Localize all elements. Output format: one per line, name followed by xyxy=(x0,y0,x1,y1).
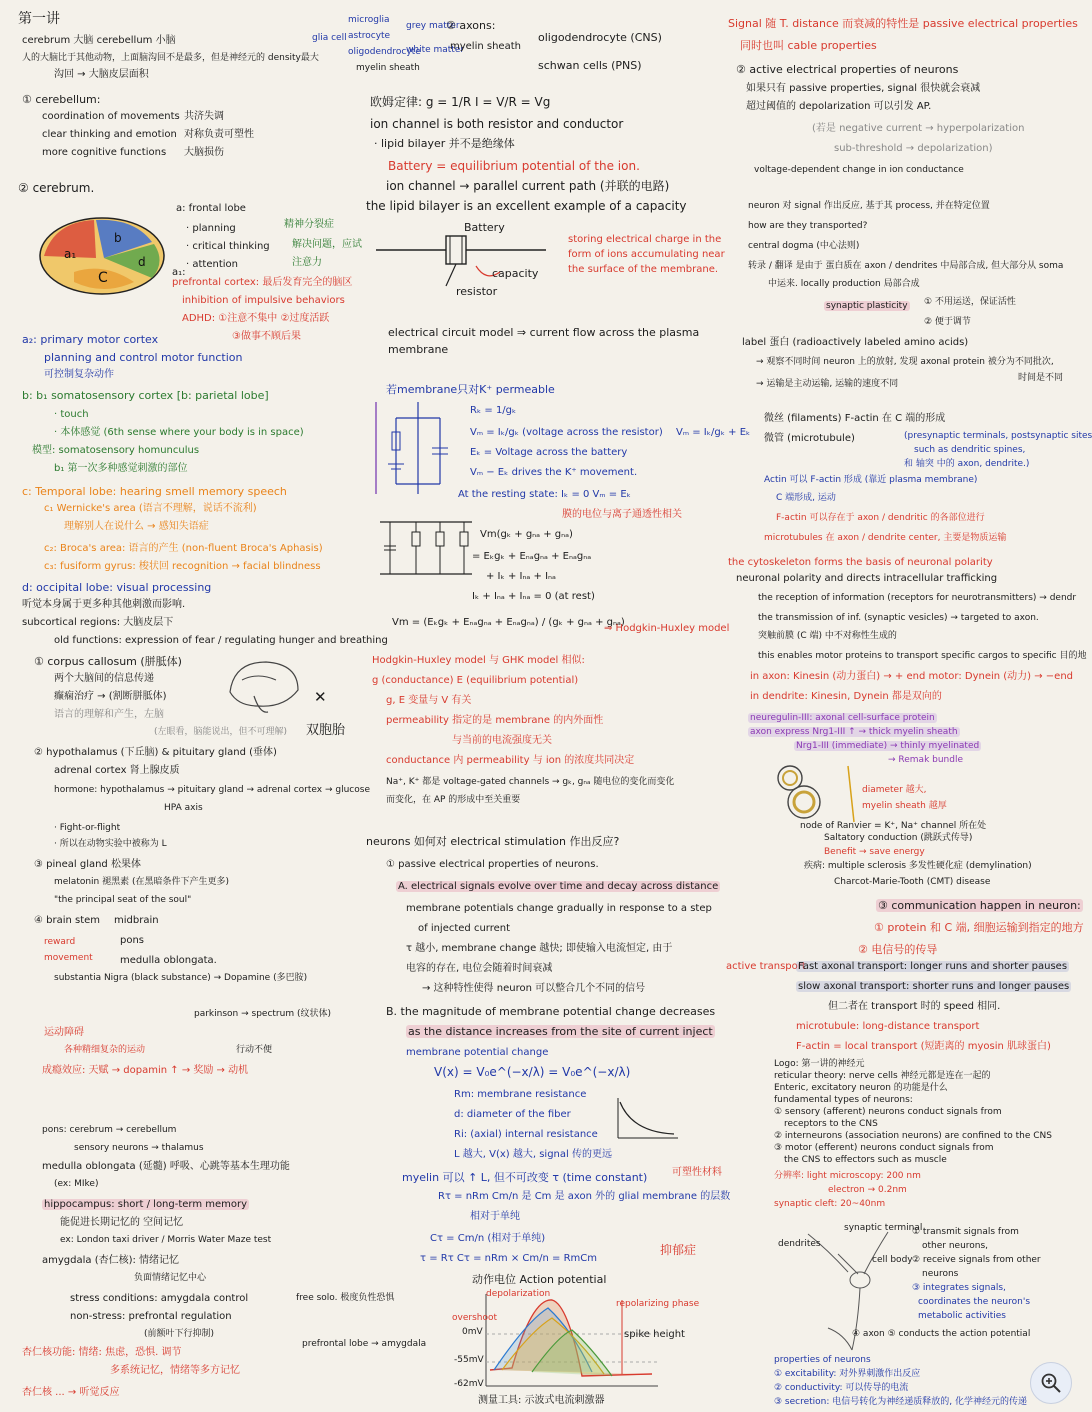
note-line: a: frontal lobe xyxy=(176,203,246,214)
note-line: c₂: Broca's area: 语言的产生 (non-fluent Broca's Aphasis) xyxy=(44,543,323,554)
note-line: synaptic cleft: 20~40nm xyxy=(774,1199,886,1209)
axis-label: 0mV xyxy=(462,1327,483,1337)
note-line: τ = Rτ Cτ = nRm × Cm/n = RmCm xyxy=(420,1253,597,1264)
note-line: midbrain xyxy=(114,915,159,926)
page-title: Signal 随 T. distance 而衰减的特性是 passive electrical properties xyxy=(728,17,1078,30)
note-line: axon express Nrg1-III ↑ → thick myelin sheath xyxy=(750,727,958,737)
note-line: dendrites xyxy=(778,1239,821,1249)
note-line: ④ brain stem xyxy=(34,915,101,926)
note-line: the reception of information (receptors for neurotransmitters) → dendr xyxy=(758,593,1077,603)
note-line: 杏仁核 ... → 听觉反应 xyxy=(22,1387,120,1398)
note-line: 若membrane只对K⁺ permeable xyxy=(386,383,555,396)
note-line: a₁: xyxy=(172,267,186,278)
note-line: microglia xyxy=(348,15,390,25)
note-line: planning and control motor function xyxy=(44,351,243,364)
note-line: coordination of movements xyxy=(42,111,180,122)
note-line: neuronal polarity and directs intracellular trafficking xyxy=(736,573,998,584)
note-line: electrical circuit model ⇒ current flow across the plasma membrane xyxy=(388,326,700,357)
note-line: old functions: expression of fear / regulating hunger and breathing xyxy=(54,635,388,646)
note-line: fundamental types of neurons: xyxy=(774,1095,913,1105)
note-line: Iₖ + Iₙₐ + Iₙₐ = 0 (at rest) xyxy=(472,591,595,602)
note-line: free solo. 极度负性恐惧 xyxy=(296,1293,395,1303)
note-line: oligodendrocyte (CNS) xyxy=(538,31,662,44)
note-line: Vₘ − Eₖ drives the K⁺ movement. xyxy=(470,467,638,478)
note-line: 可控制复杂动作 xyxy=(44,369,114,380)
note-line: oligodendrocyte xyxy=(348,47,421,57)
note-line: central dogma (中心法则) xyxy=(748,241,860,251)
note-line: metabolic activities xyxy=(918,1311,1006,1321)
note-line: 沟回 → 大脑皮层面积 xyxy=(54,69,149,80)
note-line: 动作电位 Action potential xyxy=(472,1273,607,1286)
note-line: a₂: primary motor cortex xyxy=(22,333,159,346)
note-line: Battery = equilibrium potential of the ion. xyxy=(388,159,640,173)
note-line: 分辨率: light microscopy: 200 nm xyxy=(774,1171,921,1181)
note-line: · planning xyxy=(186,223,236,234)
note-line: other neurons, xyxy=(922,1241,989,1251)
note-line: conductance 内 permeability 与 ion 的浓度共同决定 xyxy=(386,755,635,766)
note-line: 对称负责可塑性 xyxy=(184,129,254,140)
note-line: slow axonal transport: shorter runs and longer pauses xyxy=(798,981,1070,992)
note-line: ② interneurons (association neurons) are confined to the CNS xyxy=(774,1131,1052,1141)
note-line: ① corpus callosum (胼胝体) xyxy=(34,655,182,668)
svg-text:b: b xyxy=(114,231,122,245)
note-line: cerebrum 大脑 cerebellum 小脑 xyxy=(22,35,176,46)
note-line: 欧姆定律: g = 1/R I = V/R = Vg xyxy=(370,95,551,109)
note-line: Fast axonal transport: longer runs and shorter pauses xyxy=(798,961,1068,972)
note-line: hippocampus: short / long-term memory xyxy=(44,1199,248,1210)
note-line: → Remak bundle xyxy=(888,755,964,765)
note-line: myelin sheath xyxy=(450,41,521,52)
note-line: g, E 变量与 V 有关 xyxy=(386,695,472,706)
note-line: 和 轴突 中的 axon, dendrite.) xyxy=(904,459,1030,469)
note-line: Vₘ = Iₖ/gₖ (voltage across the resistor) xyxy=(470,427,663,438)
note-line: Na⁺, K⁺ 都是 voltage-gated channels → gₖ, gₙₐ 随电位的变化而变化 xyxy=(386,777,675,787)
note-line: this enables motor proteins to transport specific cargos to specific 目的地 xyxy=(758,651,1087,661)
note-line: membrane potential change xyxy=(406,1047,549,1058)
equation: V(x) = V₀e^(−x/λ) = V₀e^(−x/λ) xyxy=(434,1065,631,1079)
note-line: ADHD: ①注意不集中 ②过度活跃 xyxy=(182,313,330,324)
note-line: 听觉本身属于更多种其他刺激而影响. xyxy=(22,599,186,610)
note-line: 癫痫治疗 → (割断胼胝体) xyxy=(54,691,167,702)
note-line: → 运输是主动运输, 运输的速度不同 xyxy=(756,379,899,389)
note-line: · Fight-or-flight xyxy=(54,823,121,833)
note-line: 可塑性材料 xyxy=(672,1167,722,1178)
note-line: 而变化，在 AP 的形成中至关重要 xyxy=(386,795,521,805)
note-line: amygdala (杏仁核): 情绪记忆 xyxy=(42,1255,180,1266)
note-line: 负面情绪记忆中心 xyxy=(134,1273,207,1283)
note-line: 双胞胎 xyxy=(306,723,346,738)
note-line: Nrg1-III (immediate) → thinly myelinated xyxy=(796,741,980,751)
note-line: ⇒ Hodgkin-Huxley model xyxy=(604,623,730,634)
note-line: (若是 negative current → hyperpolarization xyxy=(812,123,1025,134)
note-line: Rm: membrane resistance xyxy=(454,1089,587,1100)
section-heading: ② active electrical properties of neurons xyxy=(736,63,959,76)
note-line: 同时也叫 cable properties xyxy=(740,39,877,52)
note-line: schwan cells (PNS) xyxy=(538,59,642,72)
note-line: clear thinking and emotion xyxy=(42,129,177,140)
note-line: + Iₖ + Iₙₐ + Iₙₐ xyxy=(486,571,556,582)
axis-label: -55mV xyxy=(454,1355,484,1365)
note-line: F-actin = local transport (短距离的 myosin 肌球蛋白) xyxy=(796,1041,1051,1052)
note-line: ① passive electrical properties of neurons. xyxy=(386,859,599,870)
note-line: (ex: MIke) xyxy=(54,1179,99,1189)
note-line: · critical thinking xyxy=(186,241,270,252)
note-line: Vₘ = Iₖ/gₖ + Eₖ xyxy=(676,427,751,438)
note-line: Saltatory conduction (跳跃式传导) xyxy=(824,833,973,843)
note-line: grey matter xyxy=(406,21,460,31)
note-line: spike height xyxy=(624,1329,685,1340)
note-line: microtubules 在 axon / dendrite center, 主要是物质运输 xyxy=(764,533,1007,543)
note-line: τ 越小, membrane change 越快; 即使输入电流恒定, 由于 xyxy=(406,943,673,954)
note-line: active transport xyxy=(726,961,806,972)
note-line: pons xyxy=(120,935,145,946)
note-line: ③ motor (efferent) neurons conduct signals from xyxy=(774,1143,994,1153)
note-line: ion channel is both resistor and conductor xyxy=(370,117,624,131)
note-line: Hodgkin-Huxley model 与 GHK model 相似: xyxy=(372,655,585,666)
note-line: 理解别人在说什么 → 感知失语症 xyxy=(64,521,209,532)
note-line: microtubule: long-distance transport xyxy=(796,1021,980,1032)
zoom-in-button[interactable] xyxy=(1030,1362,1072,1404)
note-line: 杏仁核功能: 情绪: 焦虑，恐惧. 调节 xyxy=(22,1347,182,1358)
note-line: coordinates the neuron's xyxy=(918,1297,1031,1307)
note-line: hormone: hypothalamus → pituitary gland → adrenal cortex → glucose xyxy=(54,785,370,795)
note-line: 精神分裂症 xyxy=(284,219,334,230)
note-line: F-actin 可以存在于 axon / dendritic 的各部位进行 xyxy=(776,513,985,523)
svg-text:C: C xyxy=(98,270,108,286)
note-line: ② conductivity: 可以传导的电流 xyxy=(774,1383,909,1393)
note-line: properties of neurons xyxy=(774,1355,871,1365)
note-line: 注意力 xyxy=(292,257,322,268)
note-line: Charcot-Marie-Tooth (CMT) disease xyxy=(834,877,991,887)
note-line: medulla oblongata (延髓) 呼吸、心跳等基本生理功能 xyxy=(42,1161,290,1172)
note-line: ③ pineal gland 松果体 xyxy=(34,859,141,870)
note-line: how are they transported? xyxy=(748,221,868,231)
note-line: white matter xyxy=(406,45,465,55)
note-line: stress conditions: amygdala control xyxy=(70,1293,249,1304)
note-line: ② axons: xyxy=(446,19,496,32)
note-line: 两个大脑间的信息传递 xyxy=(54,673,154,684)
note-line: capacity xyxy=(492,267,539,280)
note-line: in dendrite: Kinesin, Dynein 都是双向的 xyxy=(750,691,942,702)
note-line: 但二者在 transport 时的 speed 相同. xyxy=(828,1001,1001,1012)
note-line: · touch xyxy=(54,409,89,420)
note-line: neurons xyxy=(922,1269,959,1279)
note-line: neuregulin-III: axonal cell-surface protein xyxy=(750,713,935,723)
note-line: more cognitive functions xyxy=(42,147,167,158)
svg-text:a₁: a₁ xyxy=(64,247,77,261)
note-line: the CNS to effectors such as muscle xyxy=(784,1155,947,1165)
note-line: ① sensory (afferent) neurons conduct signals from xyxy=(774,1107,1002,1117)
note-line: ② 便于调节 xyxy=(924,317,971,327)
note-line: Logo: 第一讲的神经元 xyxy=(774,1059,865,1069)
note-line: b: b₁ somatosensory cortex [b: parietal lobe] xyxy=(22,389,269,402)
note-line: of injected current xyxy=(418,923,511,934)
note-line: in axon: Kinesin (动力蛋白) → + end motor: Dynein (动力) → −end xyxy=(750,671,1074,682)
note-line: ③ secretion: 电信号转化为神经递质释放的, 化学神经元的传递 xyxy=(774,1397,1027,1407)
note-line: 超过阈值的 depolarization 可以引发 AP. xyxy=(746,101,932,112)
note-line: b₁ 第一次多种感觉刺激的部位 xyxy=(54,463,188,474)
note-line: HPA axis xyxy=(164,803,203,813)
section-heading: ③ communication happen in neuron: xyxy=(878,899,1081,912)
note-line: ① excitability: 对外界刺激作出反应 xyxy=(774,1369,921,1379)
note-line: Rτ = nRm Cm/n 是 Cm 是 axon 外的 glial membrane 的层数 xyxy=(438,1191,731,1202)
note-line: · 本体感觉 (6th sense where your body is in space) xyxy=(54,427,304,438)
note-line: overshoot xyxy=(452,1313,498,1323)
note-line: · 所以在动物实验中被称为 L xyxy=(54,839,167,849)
note-line: 能促进长期记忆的 空间记忆 xyxy=(60,1217,184,1228)
note-line: electron → 0.2nm xyxy=(828,1185,907,1195)
note-line: 成瘾效应: 天赋 → dopamin ↑ → 奖励 → 动机 xyxy=(42,1065,249,1076)
note-line: 微丝 (filaments) F-actin 在 C 端的形成 xyxy=(764,413,946,424)
note-line: myelin 可以 ↑ L, 但不可改变 τ (time constant) xyxy=(402,1171,648,1184)
myelin-cross-section-sketch xyxy=(768,762,858,822)
note-line: = Eₖgₖ + Eₙₐgₙₐ + Eₙₐgₙₐ xyxy=(472,551,592,562)
note-line: 测量工具: 示波式电流刺激器 xyxy=(478,1395,605,1406)
svg-text:d: d xyxy=(138,255,146,269)
note-line: node of Ranvier = K⁺, Na⁺ channel 所在处 xyxy=(800,821,987,831)
k-circuit-diagram xyxy=(372,398,462,502)
note-line: 行动不便 xyxy=(236,1045,273,1055)
magnifier-plus-icon xyxy=(1040,1372,1062,1394)
note-line: membrane potentials change gradually in response to a step xyxy=(406,903,712,914)
note-line: A. electrical signals evolve over time and decay across distance xyxy=(398,881,719,892)
note-line: synaptic terminal xyxy=(844,1223,923,1233)
note-line: ① protein 和 C 端, 细胞运输到指定的地方 xyxy=(874,921,1084,934)
note-line: Eₖ = Voltage across the battery xyxy=(470,447,628,458)
note-line: Vm = (Eₖgₖ + Eₙₐgₙₐ + Eₙₐgₙₐ) / (gₖ + gₙₐ + gₙₐ) xyxy=(392,617,625,628)
note-line: medulla oblongata. xyxy=(120,955,217,966)
note-line: inhibition of impulsive behaviors xyxy=(182,295,345,306)
note-line: d: occipital lobe: visual processing xyxy=(22,581,212,594)
note-line: Enteric, excitatory neuron 的功能是什么 xyxy=(774,1083,948,1093)
note-line: Ri: (axial) internal resistance xyxy=(454,1129,598,1140)
note-line: movement xyxy=(44,953,93,963)
note-line: 与当前的电流强度无关 xyxy=(452,735,552,746)
parallel-channels-diagram xyxy=(376,512,476,582)
note-line: 语言的理解和产生，左脑 xyxy=(54,709,164,720)
note-line: ② 电信号的传导 xyxy=(858,943,938,956)
note-line: parkinson → spectrum (纹状体) xyxy=(194,1009,331,1019)
note-line: the transmission of inf. (synaptic vesicles) → targeted to axon. xyxy=(758,613,1039,623)
note-line: synaptic plasticity xyxy=(826,301,908,311)
note-line: resistor xyxy=(456,285,498,298)
note-line: melatonin 褪黑素 (在黑暗条件下产生更多) xyxy=(54,877,230,887)
note-line: → 这种特性使得 neuron 可以整合几个不同的信号 xyxy=(422,983,646,994)
note-line: · lipid bilayer 并不是绝缘体 xyxy=(374,137,515,150)
note-line: Rₖ = 1/gₖ xyxy=(470,405,517,416)
brain-sketch xyxy=(224,656,304,716)
note-line: ① 不用运送，保证活性 xyxy=(924,297,1016,307)
note-line: C 端形成, 运动 xyxy=(776,493,836,503)
note-line: substantia Nigra (black substance) → Dopamine (多巴胺) xyxy=(54,973,308,983)
note-line: pons: cerebrum → cerebellum xyxy=(42,1125,177,1135)
page-title: 第一讲 xyxy=(18,11,60,27)
note-line: voltage-dependent change in ion conductance xyxy=(754,165,964,175)
note-line: c₃: fusiform gyrus: 梭状回 recognition → facial blindness xyxy=(44,561,321,572)
note-line: 时间是不同 xyxy=(1018,373,1064,383)
axis-label: -62mV xyxy=(454,1379,484,1389)
note-line: 运动障碍 xyxy=(44,1027,84,1038)
note-line: ① transmit signals from xyxy=(912,1227,1019,1237)
note-line: 共济失调 xyxy=(184,111,224,122)
note-line: sensory neurons → thalamus xyxy=(74,1143,204,1153)
note-line: non-stress: prefrontal regulation xyxy=(70,1311,232,1322)
note-line: ex: London taxi driver / Morris Water Maze test xyxy=(60,1235,272,1245)
note-line: myelin sheath xyxy=(356,63,420,73)
note-line: d: diameter of the fiber xyxy=(454,1109,571,1120)
note-line: neuron 对 signal 作出反应, 基于其 process, 并在特定位置 xyxy=(748,201,990,211)
note-line: L 越大, V(x) 越大, signal 传的更远 xyxy=(454,1149,612,1160)
note-line: depolarization xyxy=(486,1289,551,1299)
note-line: diameter 越大, xyxy=(862,785,927,795)
note-line: B. the magnitude of membrane potential change decreases xyxy=(386,1005,716,1018)
note-line: ③ integrates signals, xyxy=(912,1283,1006,1293)
note-line: 多系统记忆，情绪等多方记忆 xyxy=(110,1365,240,1376)
brain-lobes-drawing xyxy=(34,212,174,302)
note-line: 抑郁症 xyxy=(660,1243,697,1257)
cross-mark: ✕ xyxy=(314,688,327,706)
right-column xyxy=(728,0,1092,1412)
note-line: repolarizing phase xyxy=(616,1299,700,1309)
note-line: 膜的电位与离子通透性相关 xyxy=(562,509,682,520)
note-line: ion channel → parallel current path (并联的电路) xyxy=(386,179,670,193)
note-line: 电容的存在, 电位会随着时间衰减 xyxy=(406,963,553,974)
note-line: permeability 指定的是 membrane 的内外面性 xyxy=(386,715,604,726)
note-line: Cτ = Cm/n (相对于单纯) xyxy=(430,1233,546,1244)
note-line: reticular theory: nerve cells 神经元都是连在一起的 xyxy=(774,1071,991,1081)
note-line: (前额叶下行抑制) xyxy=(144,1329,215,1339)
note-line: Actin 可以 F-actin 形成 (靠近 plasma membrane) xyxy=(764,475,978,485)
note-line: Benefit → save energy xyxy=(824,847,925,857)
note-line: ② receive signals from other xyxy=(912,1255,1041,1265)
note-line: glia cell xyxy=(312,33,347,43)
note-line: 大脑损伤 xyxy=(184,147,224,158)
note-line: storing electrical charge in the form of ions accumulating near the surface of the membrane. xyxy=(568,234,725,275)
section-heading: neurons 如何对 electrical stimulation 作出反应? xyxy=(366,835,620,848)
note-line: adrenal cortex 肾上腺皮质 xyxy=(54,765,180,776)
note-line: g (conductance) E (equilibrium potential) xyxy=(372,675,579,686)
note-line: 微管 (microtubule) xyxy=(764,433,855,444)
note-line: 解决问题，应试 xyxy=(292,239,362,250)
section-heading: ① cerebellum: xyxy=(22,93,101,106)
note-line: subcortical regions: 大脑皮层下 xyxy=(22,617,174,628)
note-line: c₁ Wernicke's area (语言不理解，说话不流利) xyxy=(44,503,257,514)
note-line: 疾病: multiple sclerosis 多发性硬化症 (demylination) xyxy=(804,861,1032,871)
note-line: astrocyte xyxy=(348,31,391,41)
note-line: (左眼看，脑能说出，但不可理解) xyxy=(154,727,288,737)
note-line: 相对于单纯 xyxy=(470,1211,520,1222)
note-line: ④ axon ⑤ conducts the action potential xyxy=(852,1329,1031,1339)
note-line: the lipid bilayer is an excellent example of a capacity xyxy=(366,199,687,213)
decay-curve-plot xyxy=(612,1094,682,1144)
note-line: c: Temporal lobe: hearing smell memory speech xyxy=(22,485,287,498)
note-line: prefrontal cortex: 最后发育完全的脑区 xyxy=(172,277,353,288)
note-line: · attention xyxy=(186,259,238,270)
note-line: the cytoskeleton forms the basis of neuronal polarity xyxy=(728,557,993,568)
note-line: Battery xyxy=(464,221,505,234)
note-line: Vm(gₖ + gₙₐ + gₙₐ) xyxy=(480,529,573,540)
note-line: 如果只有 passive properties, signal 很快就会衰减 xyxy=(746,83,981,94)
note-line: prefrontal lobe → amygdala xyxy=(302,1339,427,1349)
note-line: ② hypothalamus (下丘脑) & pituitary gland (垂体) xyxy=(34,747,277,758)
note-line: (presynaptic terminals, postsynaptic sites xyxy=(904,431,1092,441)
note-line: "the principal seat of the soul" xyxy=(54,895,192,905)
note-line: label 蛋白 (radioactively labeled amino acids) xyxy=(742,337,969,348)
note-line: sub-threshold → depolarization) xyxy=(834,143,993,154)
note-line: cell body xyxy=(872,1255,913,1265)
note-line: ③做事不顾后果 xyxy=(232,331,301,342)
note-line: myelin sheath 越厚 xyxy=(862,801,947,811)
note-line: such as dendritic spines, xyxy=(914,445,1026,455)
note-line: as the distance increases from the site of current inject xyxy=(408,1025,713,1038)
note-line: → 观察不同时间 neuron 上的放射, 发现 axonal protein 被分为不同批次, xyxy=(756,357,1054,367)
note-line: 模型: somatosensory homunculus xyxy=(32,445,200,456)
section-heading: ② cerebrum. xyxy=(18,181,95,195)
note-line: 突触前膜 (C 端) 中不对称性生成的 xyxy=(758,631,897,641)
note-line: reward xyxy=(44,937,76,947)
note-line: 转录 / 翻译 是由于 蛋白质在 axon / dendrites 中局部合成, 但大部分从 soma xyxy=(748,261,1064,271)
note-line: 中运来. locally production 局部合成 xyxy=(768,279,920,289)
note-line: 人的大脑比于其他动物，上面脑沟回不是最多，但是神经元的 density最大 xyxy=(22,53,319,63)
note-line: 各种精细复杂的运动 xyxy=(64,1045,146,1055)
note-line: receptors to the CNS xyxy=(784,1119,878,1129)
note-line: At the resting state: Iₖ = 0 Vₘ = Eₖ xyxy=(458,489,631,500)
